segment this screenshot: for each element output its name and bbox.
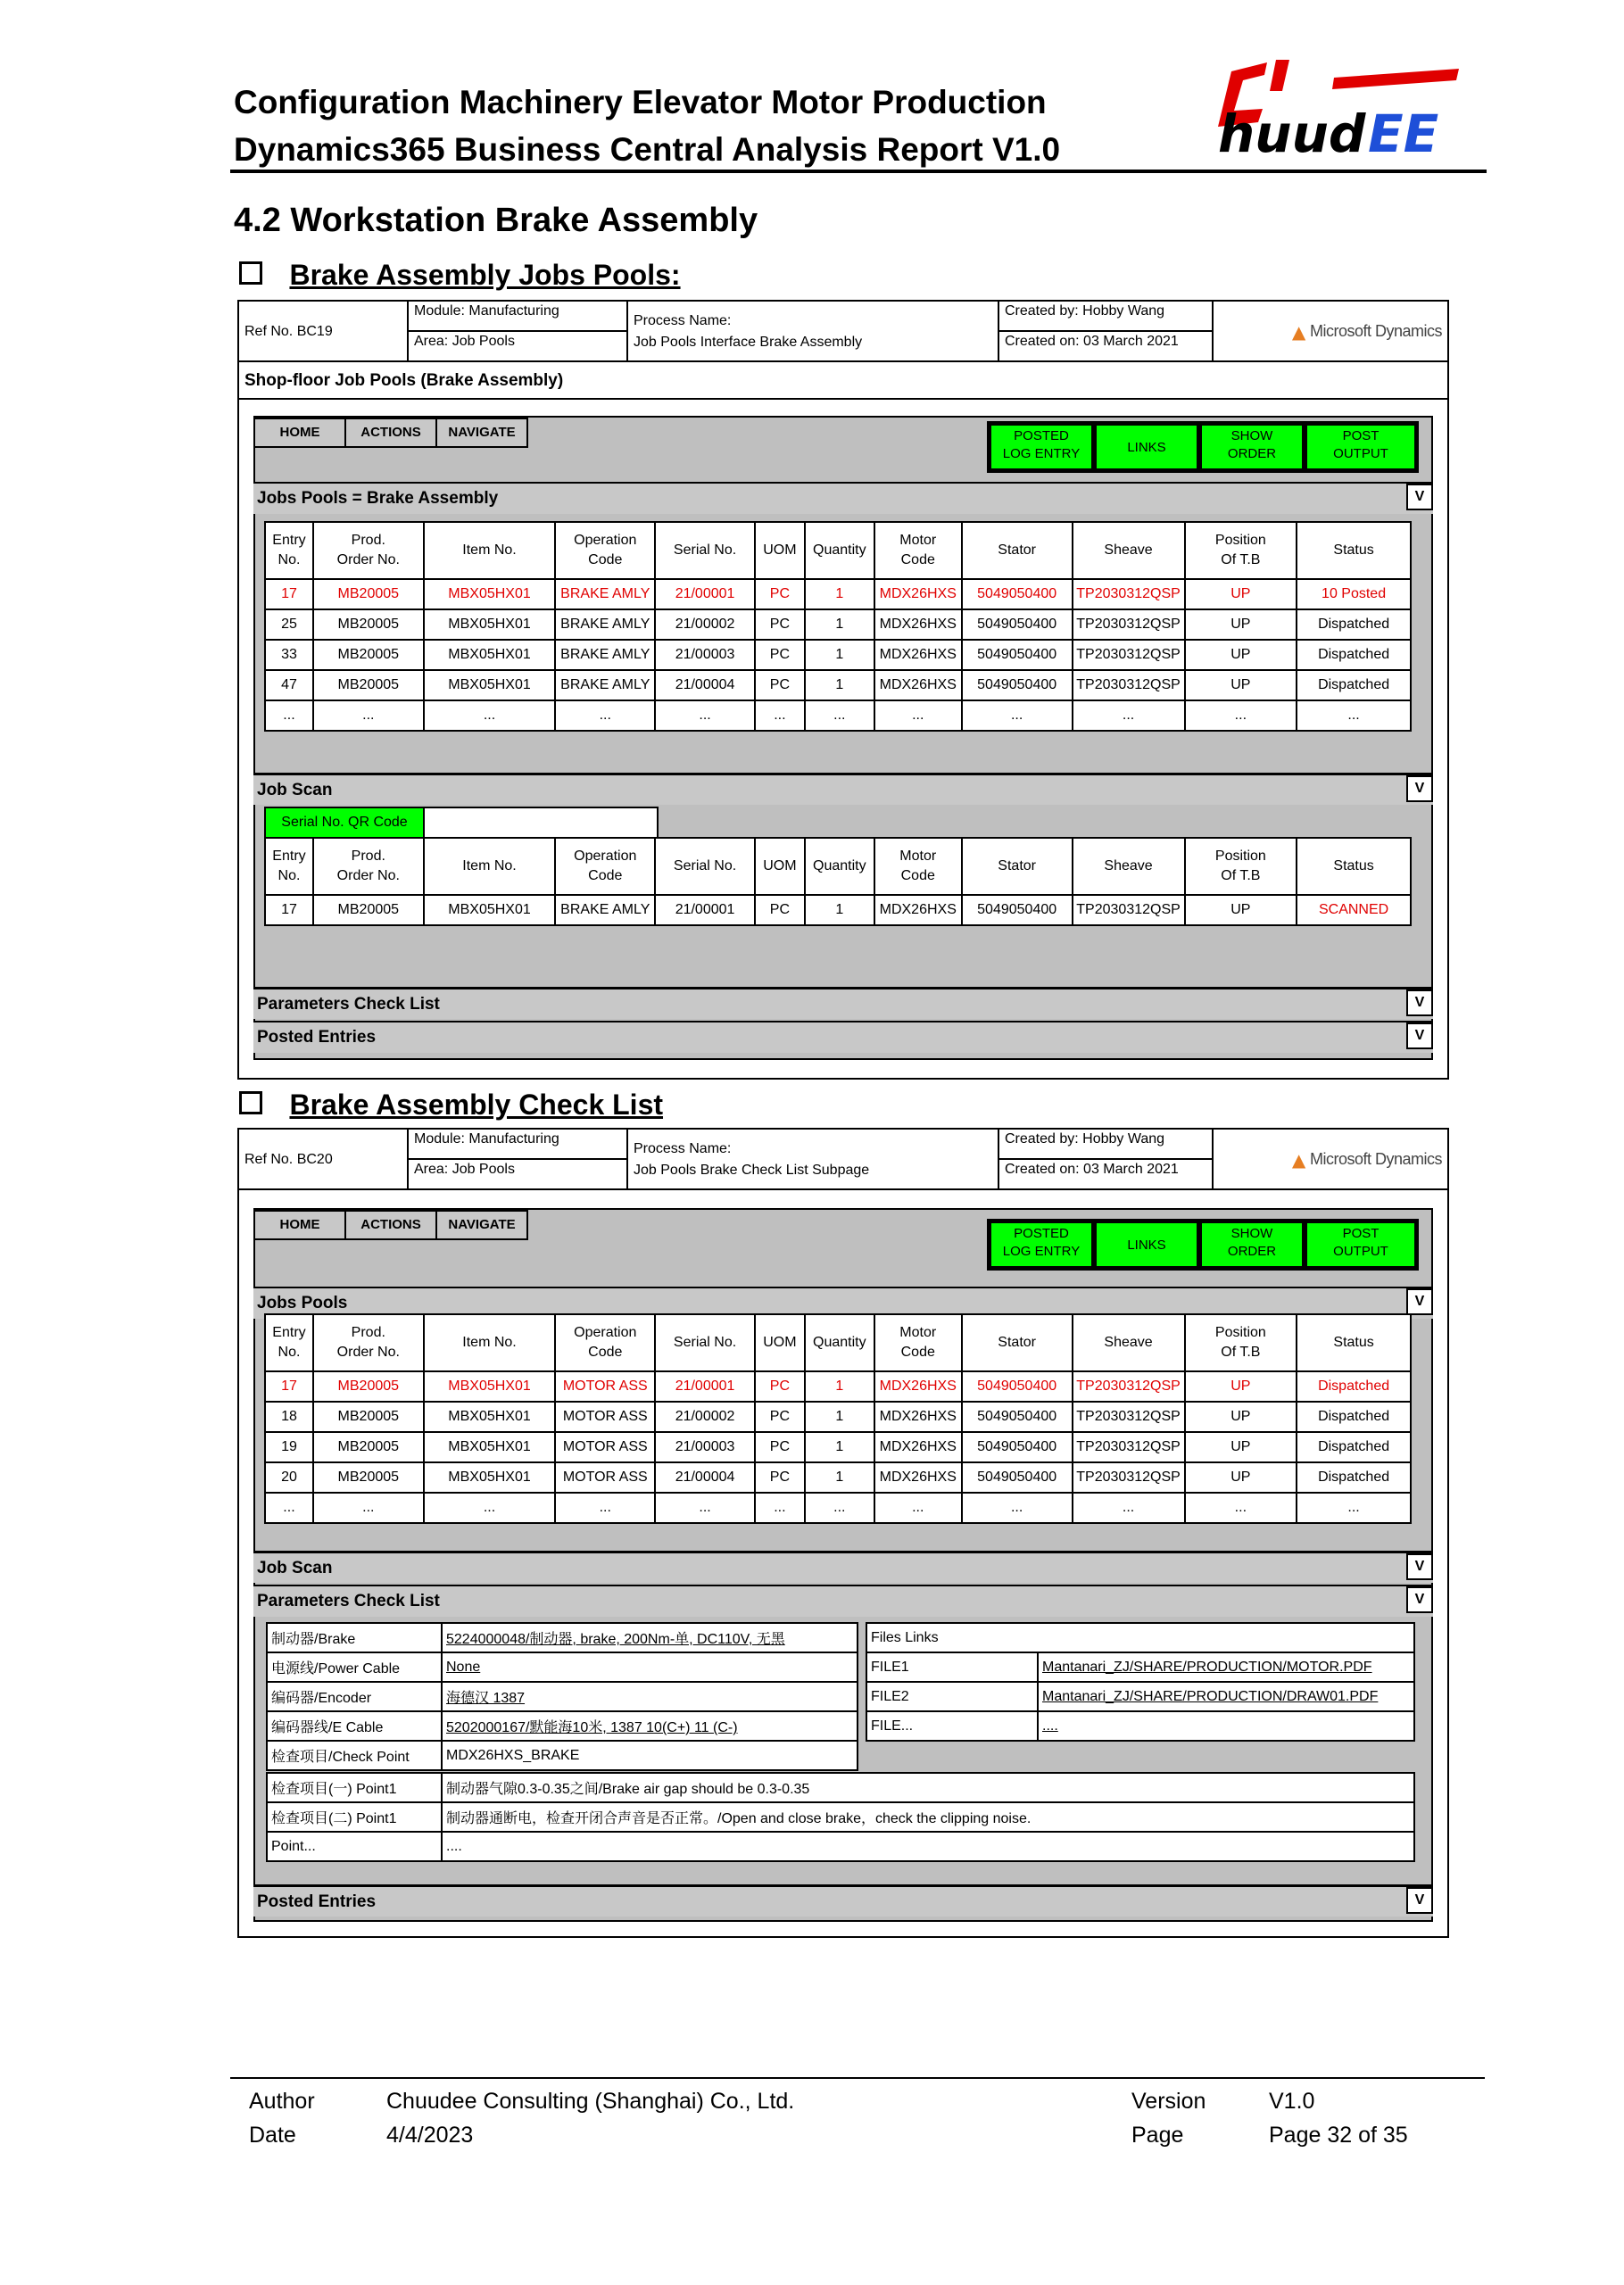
column-header: Prod. Order No. (313, 1314, 424, 1371)
param-value[interactable]: None (442, 1652, 858, 1682)
table-cell: TP2030312QSP (1073, 1432, 1185, 1462)
table-cell: UP (1185, 1462, 1297, 1493)
table-cell: 5049050400 (962, 1462, 1073, 1493)
column-header: Prod. Order No. (313, 522, 424, 579)
table-cell: TP2030312QSP (1073, 1462, 1185, 1493)
process-value: Job Pools Brake Check List Subpage (634, 1163, 870, 1178)
files-header: Files Links (866, 1623, 1414, 1652)
file-link[interactable]: .... (1038, 1711, 1414, 1741)
param-value[interactable]: 5202000167/默能海10米, 1387 10(C+) 11 (C-) (442, 1711, 858, 1741)
area: Area: Job Pools (407, 1158, 628, 1190)
table-cell: 1 (805, 670, 874, 700)
table-cell: BRAKE AMLY (555, 640, 655, 670)
table-cell: MB20005 (313, 1462, 424, 1493)
table-cell: PC (755, 1402, 805, 1432)
svg-text:huud: huud (1218, 103, 1366, 162)
table-cell: PC (755, 640, 805, 670)
expand-icon[interactable]: V (1406, 1586, 1433, 1613)
point-row (267, 1773, 1414, 1802)
point-row (267, 1802, 1414, 1832)
file-label: FILE1 (866, 1652, 1038, 1682)
param-value[interactable]: 5224000048/制动器, brake, 200Nm-单, DC110V, 无黑 (442, 1623, 858, 1652)
table-cell: MDX26HXS (874, 895, 962, 925)
column-header: Quantity (805, 1314, 874, 1371)
table-cell: ... (655, 700, 755, 731)
actions-button[interactable]: ACTIONS (344, 418, 437, 448)
table-cell: 17 (265, 1371, 313, 1402)
table-cell: SCANNED (1297, 895, 1411, 925)
table-cell: MOTOR ASS (555, 1462, 655, 1493)
column-header: Quantity (805, 838, 874, 895)
date-label: Date (249, 2123, 296, 2148)
subtitle-check-list: Brake Assembly Check List (239, 1089, 663, 1122)
links-button[interactable]: LINKS (1095, 1221, 1198, 1268)
page-label: Page (1131, 2123, 1184, 2148)
table-cell: Dispatched (1297, 1432, 1411, 1462)
expand-icon[interactable]: V (1406, 1288, 1433, 1315)
table-cell: 1 (805, 1371, 874, 1402)
posted-log-entry-button[interactable]: POSTED LOG ENTRY (990, 424, 1093, 470)
table-cell: MBX05HX01 (424, 609, 556, 640)
table-cell: ... (1297, 700, 1411, 731)
author: Chuudee Consulting (Shanghai) Co., Ltd. (386, 2089, 795, 2114)
table-cell: 47 (265, 670, 313, 700)
table-cell: 21/00001 (655, 1371, 755, 1402)
jobs-pools-bar[interactable]: Jobs Pools = Brake Assembly V (253, 482, 1433, 514)
navigate-button[interactable]: NAVIGATE (435, 418, 528, 448)
table-cell: BRAKE AMLY (555, 670, 655, 700)
expand-icon[interactable]: V (1406, 775, 1433, 802)
expand-icon[interactable]: V (1406, 1887, 1433, 1914)
title-line-1: Configuration Machinery Elevator Motor Production (234, 84, 1047, 120)
post-output-button[interactable]: POST OUTPUT (1305, 424, 1416, 470)
column-header: Position Of T.B (1185, 838, 1297, 895)
table-cell: 5049050400 (962, 1432, 1073, 1462)
table-header (265, 522, 1411, 579)
company-logo (1200, 55, 1459, 162)
process-name: Process Name: Job Pools Interface Brake Assembly (626, 300, 999, 362)
table-row[interactable] (265, 1371, 1411, 1402)
navigate-button[interactable]: NAVIGATE (435, 1210, 528, 1240)
table-cell: 1 (805, 609, 874, 640)
column-header: Serial No. (655, 522, 755, 579)
column-header: Motor Code (874, 838, 962, 895)
module: Module: Manufacturing (407, 300, 628, 332)
caption: Shop-floor Job Pools (Brake Assembly) (237, 360, 1449, 400)
table-cell: ... (265, 700, 313, 731)
column-header: Prod. Order No. (313, 838, 424, 895)
table-cell: 33 (265, 640, 313, 670)
table-cell: 1 (805, 1462, 874, 1493)
table-cell: TP2030312QSP (1073, 1371, 1185, 1402)
table-cell: 17 (265, 579, 313, 609)
table-cell: MB20005 (313, 1371, 424, 1402)
file-row (866, 1711, 1414, 1741)
table-cell: ... (874, 700, 962, 731)
table-cell: PC (755, 1432, 805, 1462)
table-cell: MBX05HX01 (424, 1402, 556, 1432)
table-row[interactable] (265, 579, 1411, 609)
date: 4/4/2023 (386, 2123, 474, 2148)
table-row[interactable] (265, 895, 1411, 925)
table-cell: ... (424, 1493, 556, 1523)
table-cell: TP2030312QSP (1073, 670, 1185, 700)
params-bar[interactable]: Parameters Check List V (253, 1585, 1433, 1617)
table-cell: MDX26HXS (874, 1402, 962, 1432)
param-label: 电源线/Power Cable (267, 1652, 442, 1682)
header-rule (230, 170, 1487, 173)
param-label: 制动器/Brake (267, 1623, 442, 1652)
param-row (267, 1652, 858, 1682)
table-cell: PC (755, 670, 805, 700)
subtitle-jobs-pools: Brake Assembly Jobs Pools: (239, 259, 681, 292)
table-row[interactable] (265, 1402, 1411, 1432)
table-cell: 21/00003 (655, 640, 755, 670)
expand-icon[interactable]: V (1406, 484, 1433, 510)
table-cell: 21/00002 (655, 1402, 755, 1432)
table-cell: Dispatched (1297, 1402, 1411, 1432)
column-header: Status (1297, 1314, 1411, 1371)
column-header: Item No. (424, 838, 556, 895)
table-cell: 20 (265, 1462, 313, 1493)
area: Area: Job Pools (407, 330, 628, 362)
table-cell: PC (755, 1462, 805, 1493)
table-cell: MBX05HX01 (424, 670, 556, 700)
column-header: Position Of T.B (1185, 522, 1297, 579)
column-header: Serial No. (655, 838, 755, 895)
table-cell: ... (962, 1493, 1073, 1523)
param-row (267, 1623, 858, 1652)
table-row[interactable] (265, 609, 1411, 640)
created-by: Created by: Hobby Wang (998, 1128, 1214, 1160)
column-header: Entry No. (265, 1314, 313, 1371)
table-row[interactable] (265, 670, 1411, 700)
table-cell: PC (755, 609, 805, 640)
table-row[interactable] (265, 640, 1411, 670)
table-cell: MOTOR ASS (555, 1402, 655, 1432)
jobs-table-1 (264, 521, 1412, 732)
file-row (866, 1652, 1414, 1682)
table-cell: ... (313, 700, 424, 731)
created-on: Created on: 03 March 2021 (998, 1158, 1214, 1190)
scan-table (264, 837, 1412, 926)
table-cell: ... (962, 700, 1073, 731)
table-cell: MB20005 (313, 579, 424, 609)
expand-icon[interactable]: V (1406, 1022, 1433, 1049)
table-cell: PC (755, 579, 805, 609)
file-link[interactable]: Mantanari_ZJ/SHARE/PRODUCTION/DRAW01.PDF (1038, 1682, 1414, 1711)
file-row (866, 1682, 1414, 1711)
section-title: 4.2 Workstation Brake Assembly (234, 202, 758, 239)
table-cell: BRAKE AMLY (555, 579, 655, 609)
table-cell: MB20005 (313, 670, 424, 700)
column-header: UOM (755, 1314, 805, 1371)
table-cell: UP (1185, 609, 1297, 640)
table-cell: UP (1185, 1402, 1297, 1432)
table-cell: Dispatched (1297, 640, 1411, 670)
column-header: Quantity (805, 522, 874, 579)
table-cell: ... (755, 1493, 805, 1523)
actions-button[interactable]: ACTIONS (344, 1210, 437, 1240)
column-header: Operation Code (555, 1314, 655, 1371)
column-header: Operation Code (555, 522, 655, 579)
module: Module: Manufacturing (407, 1128, 628, 1160)
column-header: UOM (755, 838, 805, 895)
column-header: Motor Code (874, 522, 962, 579)
qr-code-label: Serial No. QR Code (264, 807, 425, 839)
table-cell: UP (1185, 1432, 1297, 1462)
table-cell: MBX05HX01 (424, 1462, 556, 1493)
table-cell: MB20005 (313, 1432, 424, 1462)
table-cell: ... (755, 700, 805, 731)
point-value[interactable]: 制动器通断电，检查开闭合声音是否正常。/Open and close brake，check the clipping noise. (442, 1802, 1414, 1832)
table-cell: ... (424, 700, 556, 731)
column-header: Motor Code (874, 1314, 962, 1371)
table-cell: MB20005 (313, 895, 424, 925)
process-value: Job Pools Interface Brake Assembly (634, 335, 863, 350)
green-actions (987, 1219, 1419, 1271)
table-cell: ... (1297, 1493, 1411, 1523)
table-cell: 19 (265, 1432, 313, 1462)
column-header: Stator (962, 522, 1073, 579)
table-cell: MBX05HX01 (424, 1371, 556, 1402)
table-cell: MDX26HXS (874, 609, 962, 640)
table-cell: 1 (805, 895, 874, 925)
table-cell: 1 (805, 1402, 874, 1432)
table-row[interactable] (265, 1493, 1411, 1523)
process-name: Process Name: Job Pools Brake Check List Subpage (626, 1128, 999, 1190)
table-cell: UP (1185, 895, 1297, 925)
table-cell: MB20005 (313, 640, 424, 670)
file-label: FILE... (866, 1711, 1038, 1741)
column-header: Entry No. (265, 838, 313, 895)
table-cell: TP2030312QSP (1073, 895, 1185, 925)
table-cell: MBX05HX01 (424, 895, 556, 925)
table-cell: 21/00001 (655, 895, 755, 925)
table-cell: ... (1073, 1493, 1185, 1523)
footer-right (1131, 2084, 1408, 2152)
table-cell: 25 (265, 609, 313, 640)
jobs-table-2 (264, 1313, 1412, 1524)
job-scan-bar[interactable]: Job Scan V (253, 1551, 1433, 1583)
table-cell: 5049050400 (962, 1402, 1073, 1432)
table-cell: 18 (265, 1402, 313, 1432)
table-cell: MDX26HXS (874, 1371, 962, 1402)
author-label: Author (249, 2089, 315, 2114)
table-cell: ... (874, 1493, 962, 1523)
table-cell: Dispatched (1297, 670, 1411, 700)
point-label: Point... (267, 1832, 442, 1861)
expand-icon[interactable]: V (1406, 989, 1433, 1016)
file-label: FILE2 (866, 1682, 1038, 1711)
param-row (267, 1741, 858, 1770)
table-cell: ... (265, 1493, 313, 1523)
table-cell: ... (1185, 1493, 1297, 1523)
table-row[interactable] (265, 700, 1411, 731)
table-cell: BRAKE AMLY (555, 609, 655, 640)
table-cell: 5049050400 (962, 579, 1073, 609)
table-cell: 10 Posted (1297, 579, 1411, 609)
points-table (266, 1772, 1415, 1862)
param-value[interactable]: MDX26HXS_BRAKE (442, 1741, 858, 1770)
column-header: Operation Code (555, 838, 655, 895)
table-cell: 21/00004 (655, 670, 755, 700)
checkbox-icon (239, 261, 262, 285)
column-header: Stator (962, 838, 1073, 895)
posted-entries-bar[interactable]: Posted Entries V (253, 1021, 1433, 1053)
column-header: Sheave (1073, 1314, 1185, 1371)
table-cell: 5049050400 (962, 895, 1073, 925)
qr-code-input[interactable] (423, 807, 659, 839)
table-cell: ... (313, 1493, 424, 1523)
table-cell: MB20005 (313, 609, 424, 640)
param-row (267, 1711, 858, 1741)
show-order-button[interactable]: SHOW ORDER (1200, 1221, 1304, 1268)
file-link[interactable]: Mantanari_ZJ/SHARE/PRODUCTION/MOTOR.PDF (1038, 1652, 1414, 1682)
home-button[interactable]: HOME (253, 1210, 346, 1240)
table-cell: ... (1073, 700, 1185, 731)
table-cell: 17 (265, 895, 313, 925)
document-title (234, 79, 1060, 173)
ref-no: Ref No. BC20 (237, 1128, 409, 1190)
post-output-button[interactable]: POST OUTPUT (1305, 1221, 1416, 1268)
column-header: UOM (755, 522, 805, 579)
ms-dynamics-logo: ▲Microsoft Dynamics (1212, 300, 1449, 362)
table-header (265, 838, 1411, 895)
home-button[interactable]: HOME (253, 418, 346, 448)
column-header: Status (1297, 522, 1411, 579)
table-cell: 5049050400 (962, 609, 1073, 640)
version-label: Version (1131, 2089, 1206, 2114)
table-cell: UP (1185, 640, 1297, 670)
table-cell: MB20005 (313, 1402, 424, 1432)
table-cell: MDX26HXS (874, 670, 962, 700)
svg-text:EE: EE (1368, 103, 1439, 162)
table-cell: UP (1185, 1371, 1297, 1402)
table-row[interactable] (265, 1462, 1411, 1493)
table-cell: PC (755, 895, 805, 925)
param-row (267, 1682, 858, 1711)
param-label: 编码器线/E Cable (267, 1711, 442, 1741)
column-header: Serial No. (655, 1314, 755, 1371)
table-cell: TP2030312QSP (1073, 640, 1185, 670)
column-header: Stator (962, 1314, 1073, 1371)
table-cell: 5049050400 (962, 1371, 1073, 1402)
table-row[interactable] (265, 1432, 1411, 1462)
ref-no: Ref No. BC19 (237, 300, 409, 362)
table-cell: ... (555, 700, 655, 731)
column-header: Status (1297, 838, 1411, 895)
param-label: 检查项目/Check Point (267, 1741, 442, 1770)
table-cell: 1 (805, 640, 874, 670)
param-value[interactable]: 海德汉 1387 (442, 1682, 858, 1711)
params-bar[interactable]: Parameters Check List V (253, 987, 1433, 1019)
jobs-pools-bar[interactable]: Jobs Pools V (253, 1287, 1433, 1319)
table-cell: ... (805, 1493, 874, 1523)
table-cell: 21/00002 (655, 609, 755, 640)
table-cell: ... (1185, 700, 1297, 731)
table-cell: MBX05HX01 (424, 579, 556, 609)
page-number: Page 32 of 35 (1269, 2123, 1408, 2148)
table-cell: 1 (805, 1432, 874, 1462)
table-cell: UP (1185, 670, 1297, 700)
table-cell: MBX05HX01 (424, 1432, 556, 1462)
version: V1.0 (1269, 2089, 1315, 2114)
column-header: Item No. (424, 1314, 556, 1371)
point-value[interactable]: 制动器气隙0.3-0.35之间/Brake air gap should be 0.3-0.35 (442, 1773, 1414, 1802)
table-cell: MDX26HXS (874, 1462, 962, 1493)
table-cell: MDX26HXS (874, 640, 962, 670)
table-cell: 5049050400 (962, 670, 1073, 700)
point-value[interactable]: .... (442, 1832, 1414, 1861)
table-header (265, 1314, 1411, 1371)
table-cell: MBX05HX01 (424, 640, 556, 670)
posted-log-entry-button[interactable]: POSTED LOG ENTRY (990, 1221, 1093, 1268)
table-cell: 21/00004 (655, 1462, 755, 1493)
table-cell: Dispatched (1297, 609, 1411, 640)
created-by: Created by: Hobby Wang (998, 300, 1214, 332)
table-cell: 1 (805, 579, 874, 609)
files-header-row (866, 1623, 1414, 1652)
column-header: Sheave (1073, 838, 1185, 895)
footer-left (249, 2084, 794, 2152)
table-cell: BRAKE AMLY (555, 895, 655, 925)
created-on: Created on: 03 March 2021 (998, 330, 1214, 362)
green-actions (987, 421, 1419, 473)
table-cell: 5049050400 (962, 640, 1073, 670)
point-label: 检查项目(二) Point1 (267, 1802, 442, 1832)
table-cell: TP2030312QSP (1073, 609, 1185, 640)
table-cell: MDX26HXS (874, 1432, 962, 1462)
show-order-button[interactable]: SHOW ORDER (1200, 424, 1304, 470)
table-cell: Dispatched (1297, 1371, 1411, 1402)
table-cell: Dispatched (1297, 1462, 1411, 1493)
expand-icon[interactable]: V (1406, 1553, 1433, 1580)
files-table (866, 1622, 1415, 1742)
table-cell: ... (805, 700, 874, 731)
point-row (267, 1832, 1414, 1861)
job-scan-bar[interactable]: Job Scan V (253, 773, 1433, 805)
point-label: 检查项目(一) Point1 (267, 1773, 442, 1802)
column-header: Entry No. (265, 522, 313, 579)
params-table (266, 1622, 858, 1771)
table-cell: UP (1185, 579, 1297, 609)
ms-dynamics-logo: ▲Microsoft Dynamics (1212, 1128, 1449, 1190)
table-cell: 21/00003 (655, 1432, 755, 1462)
table-cell: PC (755, 1371, 805, 1402)
column-header: Sheave (1073, 522, 1185, 579)
column-header: Position Of T.B (1185, 1314, 1297, 1371)
table-cell: 21/00001 (655, 579, 755, 609)
column-header: Item No. (424, 522, 556, 579)
table-cell: ... (555, 1493, 655, 1523)
table-cell: TP2030312QSP (1073, 1402, 1185, 1432)
footer-rule (230, 2077, 1485, 2079)
param-label: 编码器/Encoder (267, 1682, 442, 1711)
table-cell: TP2030312QSP (1073, 579, 1185, 609)
posted-entries-bar[interactable]: Posted Entries V (253, 1884, 1433, 1917)
title-line-2: Dynamics365 Business Central Analysis Report V1.0 (234, 131, 1061, 168)
table-cell: MOTOR ASS (555, 1371, 655, 1402)
links-button[interactable]: LINKS (1095, 424, 1198, 470)
table-cell: MOTOR ASS (555, 1432, 655, 1462)
table-cell: MDX26HXS (874, 579, 962, 609)
checkbox-icon (239, 1091, 262, 1114)
table-cell: ... (655, 1493, 755, 1523)
